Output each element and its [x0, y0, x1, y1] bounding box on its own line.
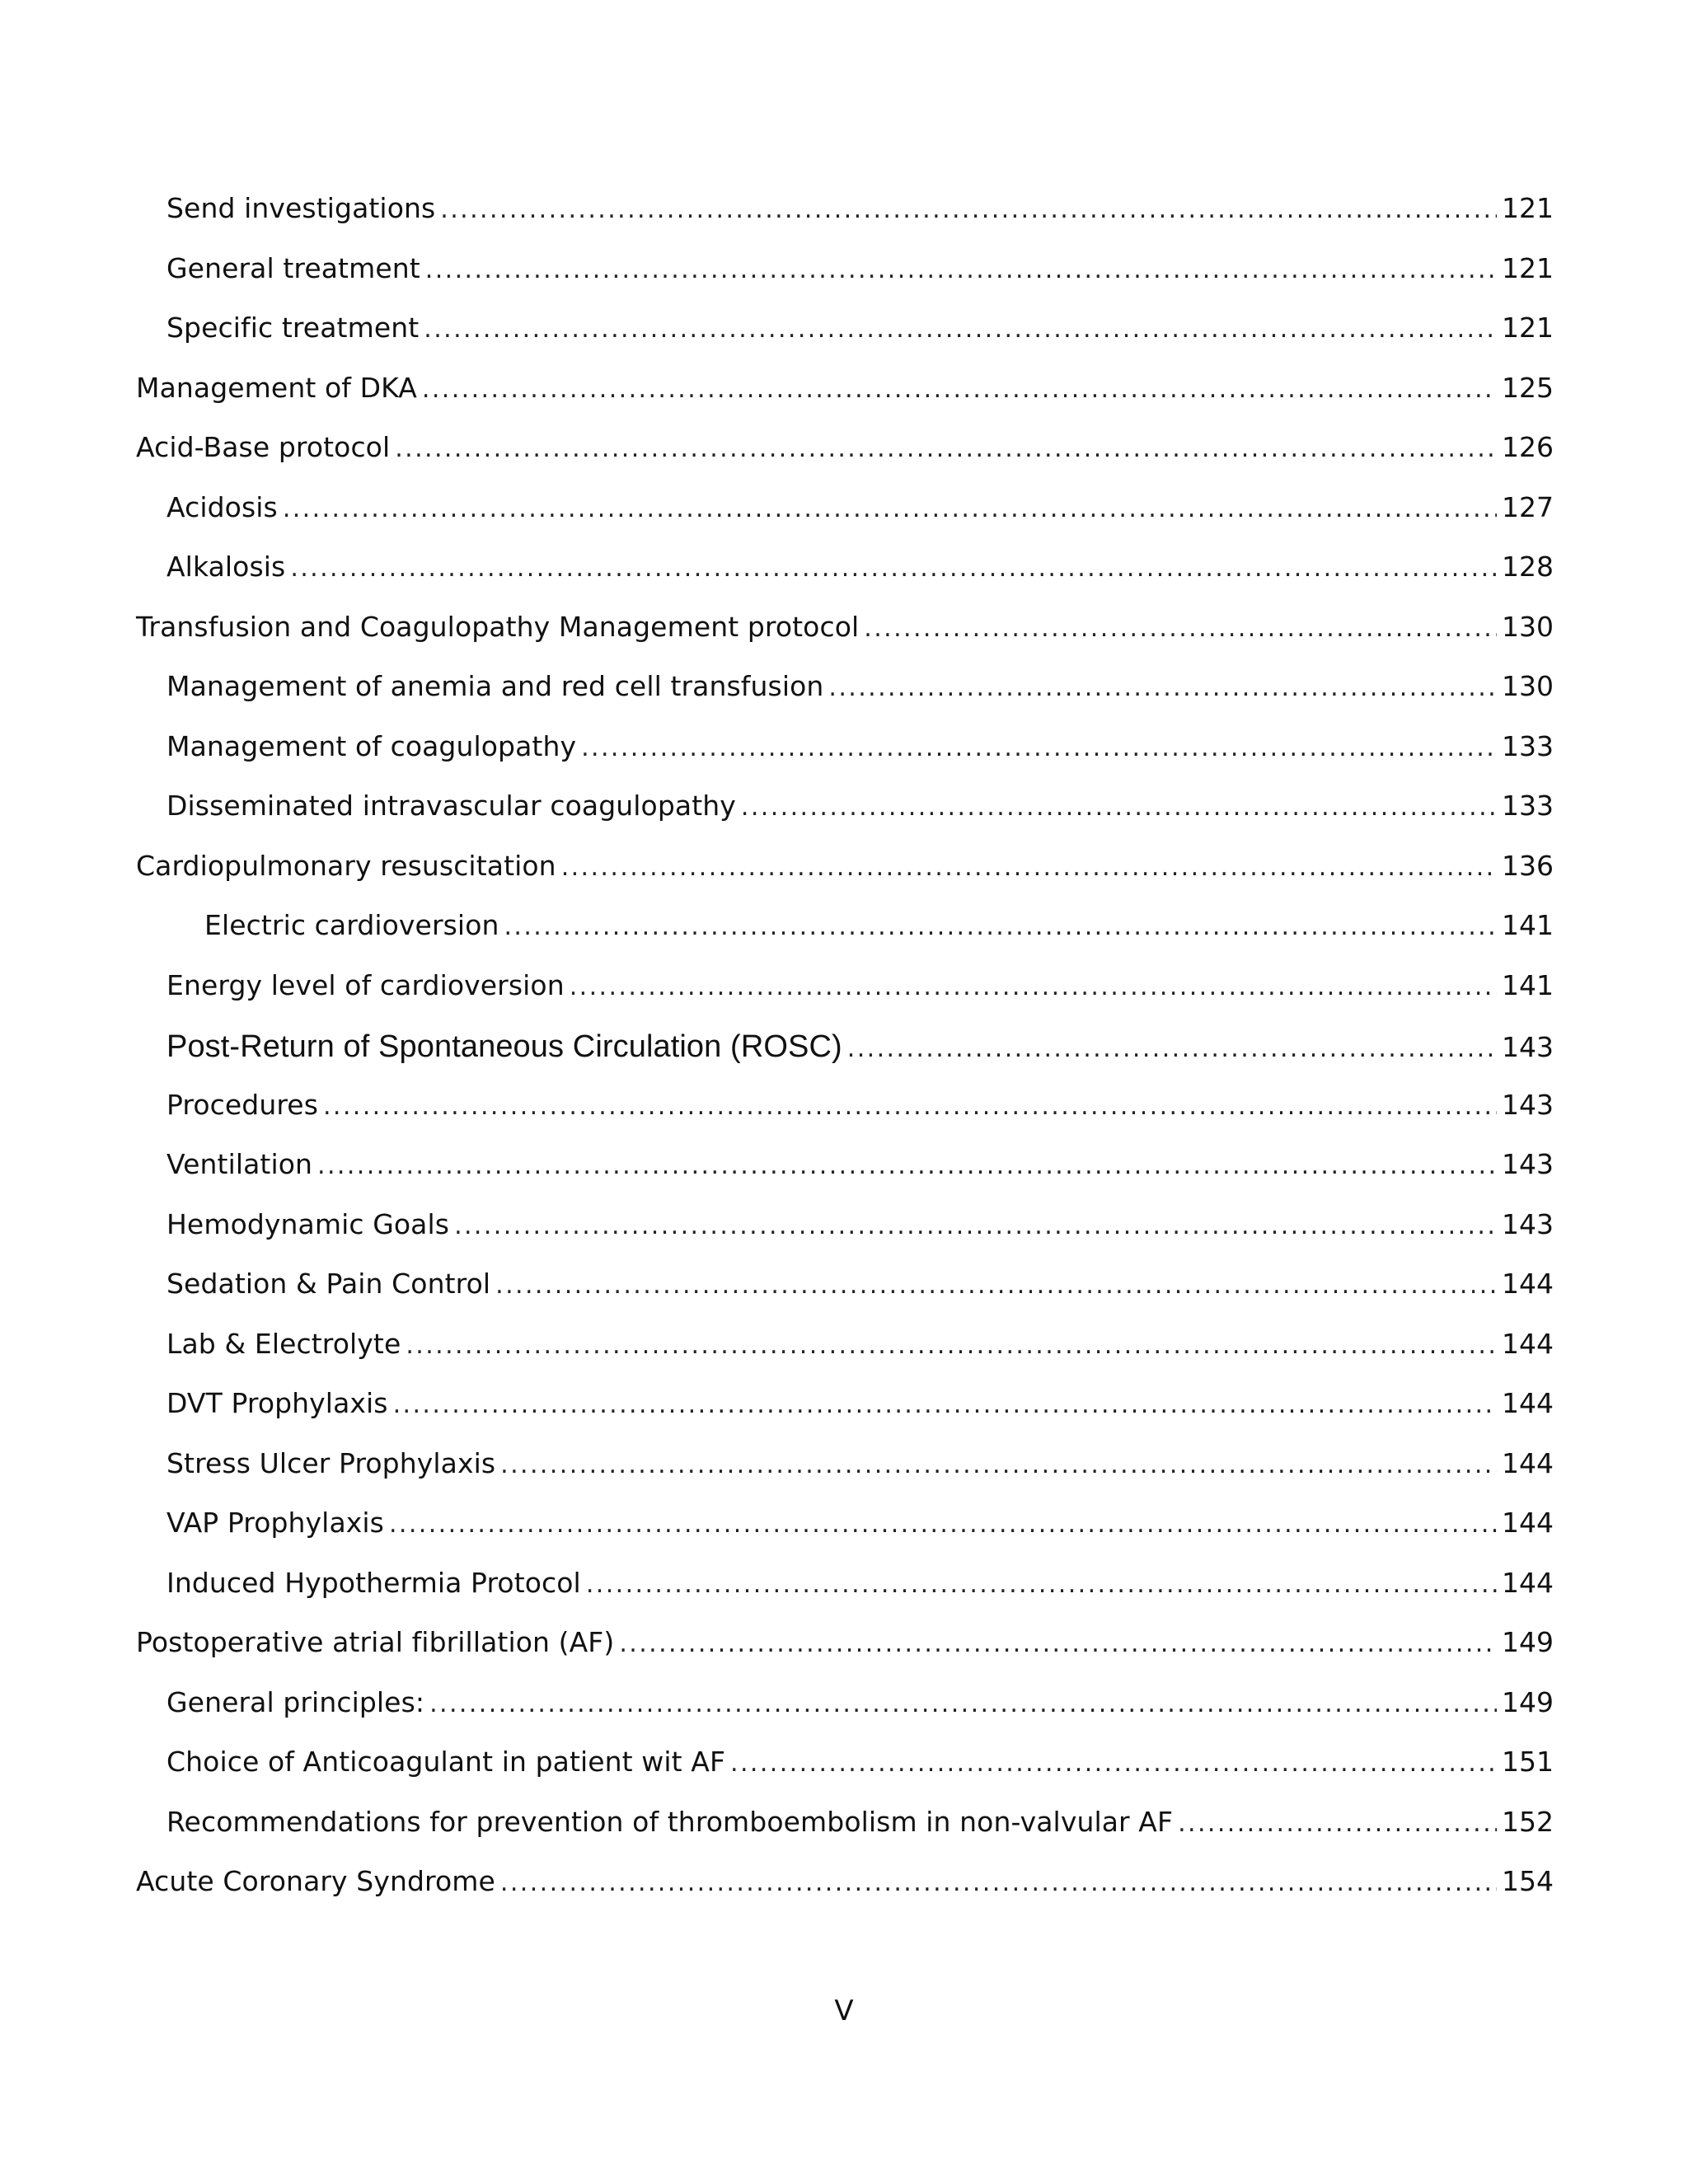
toc-entry[interactable] [136, 490, 1554, 554]
toc-entry-title: Acidosis [166, 490, 278, 523]
toc-dot-leader [422, 377, 1497, 402]
toc-dot-leader [395, 437, 1497, 462]
toc-dot-leader [440, 198, 1497, 223]
toc-entry-title: Procedures [166, 1088, 318, 1121]
toc-entry-title: Induced Hypothermia Protocol [166, 1566, 581, 1599]
toc-entry-page-number: 143 [1502, 1207, 1554, 1240]
toc-entry-title: Acute Coronary Syndrome [136, 1865, 495, 1897]
toc-entry-title: Choice of Anticoagulant in patient wit AF [166, 1746, 726, 1778]
toc-entry-page-number: 121 [1502, 251, 1554, 284]
toc-entry-page-number: 121 [1502, 192, 1554, 224]
toc-entry-title: Send investigations [166, 192, 436, 224]
toc-entry-title: Recommendations for prevention of thromboembolism in non-valvular AF [166, 1805, 1174, 1838]
toc-entry-page-number: 121 [1502, 312, 1554, 344]
toc-dot-leader [619, 1632, 1497, 1657]
toc-entry[interactable] [136, 849, 1554, 912]
toc-entry-title: Management of coagulopathy [166, 729, 577, 762]
toc-entry-page-number: 144 [1502, 1387, 1554, 1419]
toc-dot-leader [424, 317, 1497, 342]
toc-dot-leader [828, 676, 1497, 701]
toc-entry-page-number: 141 [1502, 968, 1554, 1001]
toc-entry-page-number: 144 [1502, 1268, 1554, 1300]
toc-entry[interactable] [136, 314, 1554, 374]
toc-dot-leader [1178, 1811, 1497, 1836]
toc-entry-page-number: 143 [1502, 1031, 1554, 1063]
toc-dot-leader [741, 795, 1497, 820]
toc-entry-title: General treatment [166, 251, 420, 284]
toc-dot-leader [581, 736, 1497, 761]
toc-entry[interactable] [136, 194, 1554, 255]
toc-entry[interactable] [136, 1865, 1554, 1928]
toc-dot-leader [283, 497, 1497, 522]
toc-dot-leader [730, 1751, 1497, 1776]
toc-entry-page-number: 130 [1502, 670, 1554, 702]
toc-dot-leader [500, 1453, 1497, 1478]
toc-entry-page-number: 151 [1502, 1746, 1554, 1778]
toc-entry[interactable] [136, 968, 1554, 1032]
toc-entry-page-number: 149 [1502, 1626, 1554, 1658]
toc-entry-page-number: 144 [1502, 1327, 1554, 1360]
toc-dot-leader [504, 915, 1498, 940]
table-of-contents [136, 194, 1554, 1928]
toc-entry-page-number: 144 [1502, 1446, 1554, 1479]
toc-entry[interactable] [136, 553, 1554, 613]
toc-entry-page-number: 136 [1502, 849, 1554, 882]
toc-entry[interactable] [136, 1088, 1554, 1151]
toc-dot-leader [500, 1871, 1497, 1896]
toc-entry-page-number: 143 [1502, 1088, 1554, 1121]
toc-entry-page-number: 126 [1502, 431, 1554, 463]
toc-entry-title: Management of anemia and red cell transfusion [166, 670, 824, 702]
toc-dot-leader [406, 1333, 1497, 1358]
toc-entry-title: Ventilation [166, 1148, 313, 1180]
toc-entry-title: Postoperative atrial fibrillation (AF) [136, 1626, 615, 1658]
toc-entry-page-number: 152 [1502, 1805, 1554, 1838]
toc-entry[interactable] [136, 1805, 1554, 1868]
toc-dot-leader [389, 1512, 1497, 1537]
toc-entry-title: Stress Ulcer Prophylaxis [166, 1446, 496, 1479]
toc-entry-title: VAP Prophylaxis [166, 1507, 384, 1539]
toc-entry-title: Transfusion and Coagulopathy Management protocol [136, 610, 860, 643]
toc-entry-page-number: 130 [1502, 610, 1554, 643]
toc-entry-title: Energy level of cardioversion [166, 968, 565, 1001]
toc-entry-page-number: 141 [1502, 909, 1554, 941]
toc-dot-leader [586, 1572, 1497, 1597]
toc-entry-title: Electric cardioversion [204, 909, 499, 941]
page-number: V [834, 1994, 854, 2027]
toc-entry-title: Specific treatment [166, 312, 420, 344]
toc-dot-leader [323, 1094, 1497, 1119]
toc-entry[interactable] [136, 1327, 1554, 1390]
toc-entry[interactable] [136, 1031, 1554, 1091]
toc-entry-title: General principles: [166, 1685, 425, 1718]
toc-entry-title: Alkalosis [166, 551, 286, 583]
toc-dot-leader [317, 1154, 1497, 1179]
toc-entry-page-number: 154 [1502, 1865, 1554, 1897]
toc-entry-page-number: 125 [1502, 371, 1554, 404]
toc-entry-page-number: 127 [1502, 490, 1554, 523]
toc-dot-leader [454, 1214, 1497, 1239]
toc-entry[interactable] [136, 1270, 1554, 1330]
toc-entry[interactable] [136, 1207, 1554, 1271]
toc-dot-leader [425, 258, 1497, 283]
toc-entry[interactable] [136, 610, 1554, 673]
toc-entry-page-number: 144 [1502, 1507, 1554, 1539]
toc-entry-title: Cardiopulmonary resuscitation [136, 849, 556, 882]
toc-dot-leader [570, 975, 1497, 1000]
toc-entry-title: Hemodynamic Goals [166, 1207, 450, 1240]
toc-entry-page-number: 149 [1502, 1685, 1554, 1718]
toc-dot-leader [847, 1037, 1497, 1062]
toc-entry-page-number: 133 [1502, 729, 1554, 762]
toc-entry-page-number: 128 [1502, 551, 1554, 583]
toc-entry[interactable] [136, 1387, 1554, 1450]
toc-dot-leader [429, 1692, 1497, 1717]
toc-entry[interactable] [136, 1509, 1554, 1569]
toc-entry[interactable] [136, 1566, 1554, 1629]
toc-dot-leader [393, 1393, 1497, 1418]
toc-entry[interactable] [136, 1685, 1554, 1749]
toc-entry[interactable] [136, 1148, 1554, 1211]
toc-entry[interactable] [136, 670, 1554, 733]
toc-dot-leader [290, 556, 1497, 581]
toc-entry[interactable] [136, 371, 1554, 434]
toc-entry[interactable] [136, 729, 1554, 793]
toc-entry[interactable] [136, 251, 1554, 315]
toc-entry-title: Disseminated intravascular coagulopathy [166, 790, 736, 822]
toc-entry-page-number: 133 [1502, 790, 1554, 822]
toc-entry-title: Sedation & Pain Control [166, 1268, 491, 1300]
toc-entry-title: Acid-Base protocol [136, 431, 391, 463]
toc-dot-leader [864, 616, 1497, 641]
toc-entry-page-number: 144 [1502, 1566, 1554, 1599]
toc-entry[interactable] [136, 792, 1554, 852]
toc-dot-leader [561, 855, 1497, 880]
toc-entry-page-number: 143 [1502, 1148, 1554, 1180]
toc-entry-title: Management of DKA [136, 371, 417, 404]
toc-entry-title: DVT Prophylaxis [166, 1387, 388, 1419]
toc-entry[interactable] [136, 1446, 1554, 1510]
toc-entry[interactable] [136, 909, 1554, 972]
toc-entry[interactable] [136, 1748, 1554, 1808]
toc-entry-title: Lab & Electrolyte [166, 1327, 401, 1360]
toc-entry[interactable] [136, 1626, 1554, 1689]
toc-dot-leader [495, 1273, 1497, 1298]
toc-entry-title: Post-Return of Spontaneous Circulation (ROSC) [166, 1029, 842, 1064]
toc-entry[interactable] [136, 431, 1554, 494]
